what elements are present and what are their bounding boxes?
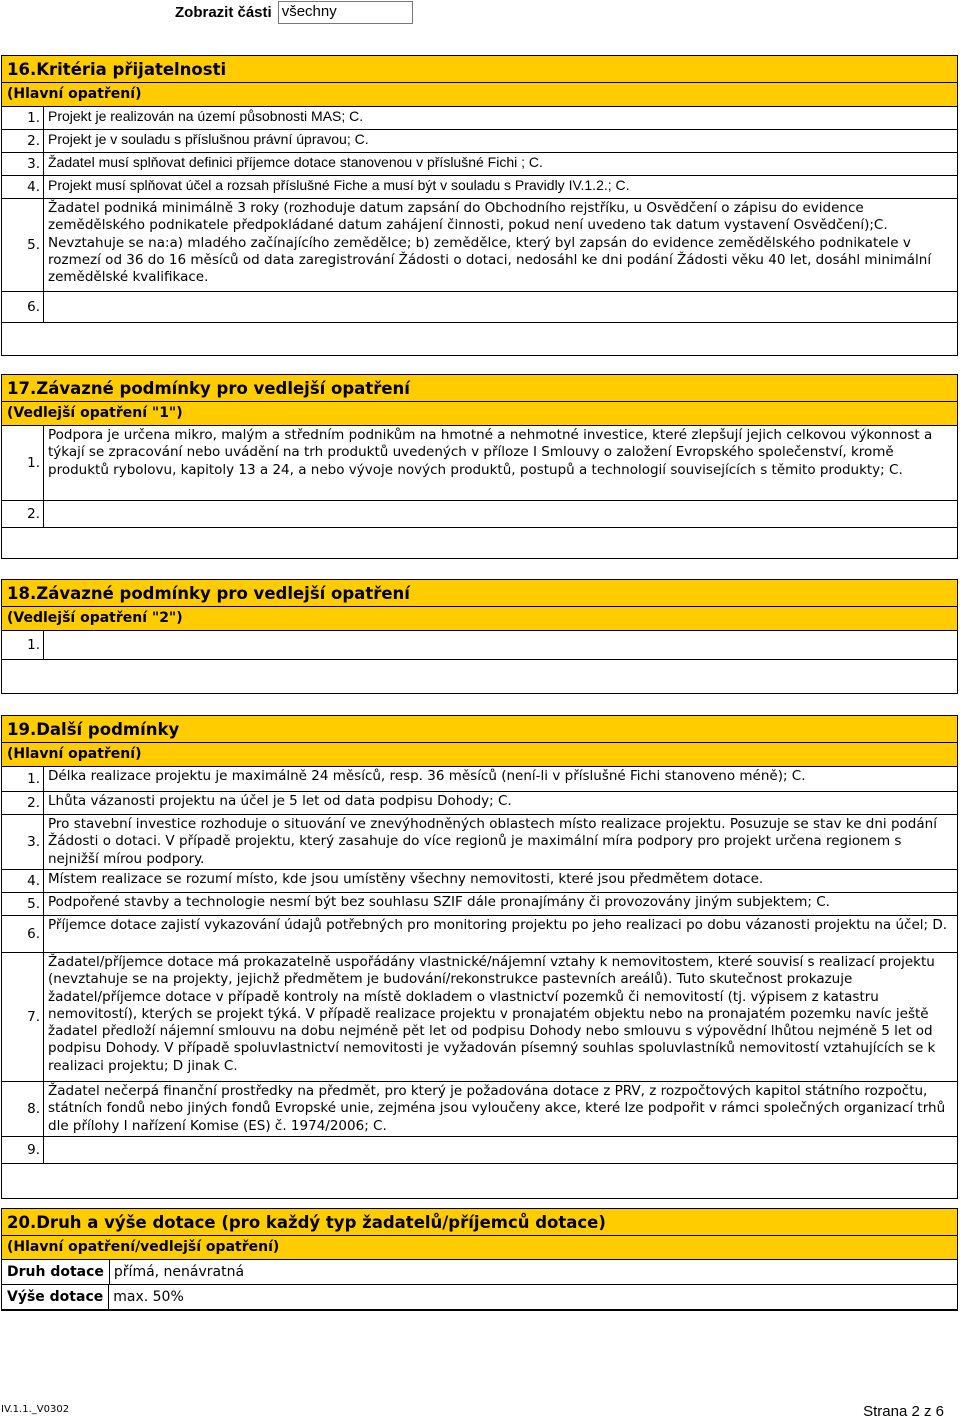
- table-row: [2, 1082, 957, 1137]
- section-19: [1, 715, 958, 1199]
- item-text: Délka realizace projektu je maximálně 24 měsíců, resp. 36 měsíců (není-li v příslušné Fichi stanoveno méně); C.: [48, 768, 806, 784]
- section-spacer: [2, 323, 957, 355]
- section-16: [1, 55, 958, 356]
- section-17: [1, 374, 958, 559]
- section-20: [1, 1208, 958, 1311]
- section-17-subtitle: (Vedlejší opatření "1"): [2, 402, 957, 426]
- aid-amount-value: max. 50%: [113, 1289, 184, 1305]
- item-text: [44, 292, 957, 322]
- item-text: Pro stavební investice rozhoduje o situování ve znevýhodněných oblastech místo realizace projektu. Posuzuje se stav ke dni podání Žádosti o dotaci. V případě projektu, který zasahuje do více regionů je maximální míra podpory pro projekt určena regionem s nejnižší mírou podpory.: [48, 816, 937, 867]
- item-number: 8.: [2, 1082, 44, 1136]
- item-text: [44, 1137, 957, 1163]
- aid-type-value: přímá, nenávratná: [113, 1264, 245, 1280]
- section-20-title: 20.Druh a výše dotace (pro každý typ žadatelů/příjemců dotace): [2, 1209, 957, 1236]
- item-text: Místem realizace se rozumí místo, kde jsou umístěny všechny nemovitosti, které jsou předmětem dotace.: [48, 871, 764, 887]
- item-text: Žadatel/příjemce dotace má prokazatelně uspořádány vlastnické/nájemní vztahy k nemovitostem, které souvisí s realizací projektu (nevztahuje se na projekty, jejichž předmětem je budování/rekonstrukce pastevních areálů). Tuto skutečnost prokazuje žadatel/příjemce dotace v případě kontroly na místě dokladem o vlastnictví pozemků či nemovitostí (tj. výpisem z katastru nemovitostí), kterých se projekt týká. V případě realizace projektu v pronajatém objektu nebo na pronajatém pozemku navíc ještě žadatel předloží nájemní smlouvu na dobu nejméně pět let od podpisu Dohody nebo smlouvu s výpovědní lhůtou nejméně 5 let od podpisu Dohody. V případě spoluvlastnictví nemovitosti je vyžadován písemný souhlas spoluvlastníků nemovitostí vztahujících se k realizaci projektu; D jinak C.: [48, 954, 936, 1074]
- item-number: 4.: [2, 870, 44, 892]
- section-18: [1, 579, 958, 694]
- table-row: [2, 501, 957, 528]
- table-row: [2, 815, 957, 870]
- table-row: [2, 953, 957, 1082]
- table-row: [2, 792, 957, 815]
- item-number: 5.: [2, 199, 44, 291]
- item-number: 2.: [2, 792, 44, 814]
- section-18-title: 18.Závazné podmínky pro vedlejší opatření: [2, 580, 957, 607]
- section-spacer: [2, 1164, 957, 1198]
- item-text: Podpořené stavby a technologie nesmí být bez souhlasu SZIF dále pronajímány či provozovány jiným subjektem; C.: [48, 894, 830, 910]
- item-text: Příjemce dotace zajistí vykazování údajů potřebných pro monitoring projektu po jeho realizaci po dobu vázanosti projektu na účel; D.: [48, 917, 948, 933]
- table-row: [2, 870, 957, 893]
- item-text: Žadatel musí splňovat definici příjemce dotace stanovenou v příslušné Fichi ; C.: [48, 154, 543, 170]
- table-row: [2, 426, 957, 501]
- section-16-subtitle: (Hlavní opatření): [2, 83, 957, 107]
- table-row: [2, 1285, 957, 1310]
- document-code: IV.1.1._V0302: [1, 1404, 70, 1415]
- page-number: Strana 2 z 6: [863, 1403, 944, 1420]
- table-row: [2, 631, 957, 660]
- item-text: Projekt musí splňovat účel a rozsah příslušné Fiche a musí být v souladu s Pravidly IV.1.2.; C.: [48, 177, 630, 193]
- item-text: Lhůta vázanosti projektu na účel je 5 let od data podpisu Dohody; C.: [48, 793, 512, 809]
- item-number: 1.: [2, 631, 44, 659]
- table-row: [2, 292, 957, 323]
- item-number: 3.: [2, 153, 44, 175]
- section-spacer: [2, 528, 957, 558]
- item-text: Žadatel podniká minimálně 3 roky (rozhoduje datum zapsání do Obchodního rejstříku, u Osvědčení o zápisu do evidence zemědělského podnikatele předpokládané datum zahájení činnosti, pokud není uvedeno tak datum vystavení Osvědčení);C. Nevztahuje se na:a) mladého začínajícího zemědělce; b) zemědělce, který byl zapsán do evidence zemědělského podnikatele v rozmezí od 36 do 16 měsíců od data zaregistrování Žádosti o dotaci, nedosáhl ke dni podání Žádosti věku 40 let, dosáhl minimální zemědělské kvalifikace.: [48, 200, 932, 286]
- table-row: [2, 153, 957, 176]
- item-number: 5.: [2, 893, 44, 915]
- item-number: 1.: [2, 426, 44, 500]
- item-number: 6.: [2, 292, 44, 322]
- item-number: 4.: [2, 176, 44, 198]
- item-number: 7.: [2, 953, 44, 1081]
- table-row: [2, 107, 957, 130]
- section-19-subtitle: (Hlavní opatření): [2, 743, 957, 767]
- section-19-title: 19.Další podmínky: [2, 716, 957, 743]
- item-number: 3.: [2, 815, 44, 869]
- item-number: 2.: [2, 130, 44, 152]
- item-number: 1.: [2, 767, 44, 791]
- item-text: Žadatel nečerpá finanční prostředky na předmět, pro který je požadována dotace z PRV, z rozpočtových kapitol státního rozpočtu, státních fondů nebo jiných fondů Evropské unie, zejména jsou vyloučeny akce, které lze podpořit v rámci společných organizací trhů dle přílohy I nařízení Komise (ES) č. 1974/2006; C.: [48, 1083, 946, 1134]
- section-17-title: 17.Závazné podmínky pro vedlejší opatření: [2, 375, 957, 402]
- table-row: [2, 1137, 957, 1164]
- item-text: [44, 631, 957, 659]
- filter-label: Zobrazit části: [175, 4, 272, 21]
- item-text: Podpora je určena mikro, malým a středním podnikům na hmotné a nehmotné investice, které zlepšují jejich celkovou výkonnost a týkají se zpracování nebo uvádění na trh produktů uvedených v příloze I Smlouvy o založení Evropského společenství, kromě produktů rybolovu, kapitoly 13 a 24, a nebo vývoje nových produktů, postupů a technologií souvisejících s těmito produkty; C.: [48, 427, 933, 478]
- item-number: 9.: [2, 1137, 44, 1163]
- table-row: [2, 893, 957, 916]
- aid-amount-label: Výše dotace: [2, 1285, 109, 1309]
- section-filter: [175, 1, 413, 24]
- section-18-subtitle: (Vedlejší opatření "2"): [2, 607, 957, 631]
- table-row: [2, 1260, 957, 1285]
- table-row: [2, 176, 957, 199]
- table-row: [2, 916, 957, 953]
- section-16-title: 16.Kritéria přijatelnosti: [2, 56, 957, 83]
- section-spacer: [2, 660, 957, 693]
- item-number: 2.: [2, 501, 44, 527]
- item-text: Projekt je realizován na území působnosti MAS; C.: [48, 108, 364, 124]
- table-row: [2, 199, 957, 292]
- item-number: 6.: [2, 916, 44, 952]
- table-row: [2, 130, 957, 153]
- aid-type-label: Druh dotace: [2, 1260, 110, 1284]
- item-text: Projekt je v souladu s příslušnou právní úpravou; C.: [48, 131, 369, 147]
- item-text: [44, 501, 957, 527]
- section-20-subtitle: (Hlavní opatření/vedlejší opatření): [2, 1236, 957, 1260]
- item-number: 1.: [2, 107, 44, 129]
- table-row: [2, 767, 957, 792]
- section-filter-select[interactable]: všechny: [278, 1, 413, 24]
